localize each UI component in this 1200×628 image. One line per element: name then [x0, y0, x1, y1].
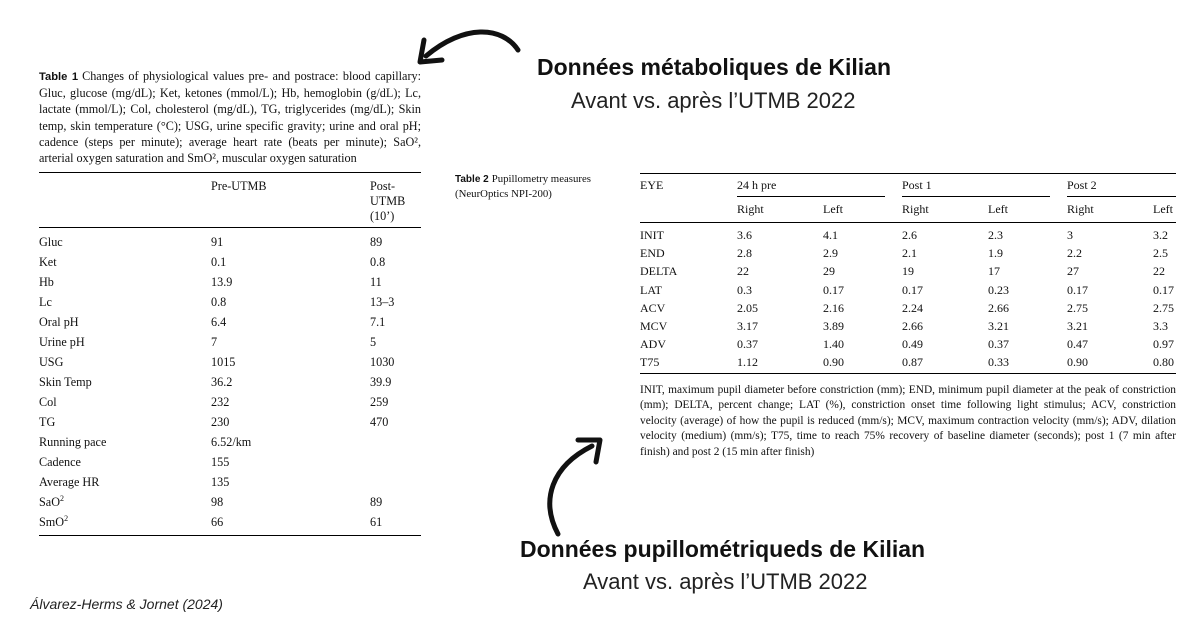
table-2-caption-text: Pupillometry measures (NeurOptics NPI-200) — [455, 173, 591, 200]
table-1-caption-label: Table 1 — [39, 71, 79, 83]
table-1-row — [39, 252, 421, 272]
table-1-col-pre: Pre-UTMB — [211, 179, 267, 194]
table-1-row-label: Urine pH — [39, 335, 85, 350]
table-1-row — [39, 352, 421, 372]
table-2-row-label: ADV — [640, 337, 666, 352]
table-1-cell-pre: 0.8 — [211, 295, 227, 310]
table-2-subheader: Right — [1067, 202, 1094, 216]
table-1-caption-text: Changes of physiological values pre- and postrace: blood capillary: Gluc, glucose (mg/dL); Ket, ketones (mmol/L); Hb, hemoglobin (g/dL); Lc, lactate (mmol/L); Col, cholesterol (mg/dL), TG, triglycerides (mg/dL); Skin temp, skin temperature (°C); USG, urine specific gravity; urine and oral pH; cadence (steps per minute); average heart rate (beats per minute); SaO², arterial oxygen saturation and SmO², muscular oxygen saturation — [39, 69, 422, 166]
table-1-cell-post: 89 — [370, 235, 383, 250]
table-2-group-header: 24 h pre — [737, 178, 777, 192]
table-2-cell: 0.17 — [823, 282, 844, 297]
table-2-cell: 2.05 — [737, 300, 758, 315]
table-1-cell-post: 259 — [370, 395, 389, 410]
table-1-row — [39, 332, 421, 352]
table-1-cell-post: 11 — [370, 275, 382, 290]
table-2-cell: 2.3 — [988, 228, 1003, 242]
table-1-row — [39, 292, 421, 312]
table-1-cell-pre: 36.2 — [211, 375, 233, 390]
annotation-metabolic-subtitle: Avant vs. après l’UTMB 2022 — [571, 88, 856, 113]
table-2-cell: 0.33 — [988, 355, 1009, 370]
table-2-cell: 2.6 — [902, 228, 917, 242]
table-2-cell: 0.97 — [1153, 337, 1174, 352]
table-2-header-rule — [640, 222, 1176, 223]
table-2-group-header: Post 2 — [1067, 178, 1097, 192]
citation: Álvarez-Herms & Jornet (2024) — [30, 596, 223, 612]
table-1-row — [39, 392, 421, 412]
table-2-cell: 0.80 — [1153, 355, 1174, 370]
table-2-top-rule — [640, 173, 1176, 174]
table-2-cell: 0.90 — [1067, 355, 1088, 370]
table-2-cell: 2.9 — [823, 246, 838, 261]
table-1-cell-pre: 13.9 — [211, 275, 233, 290]
table-2-cell: 3.89 — [823, 319, 844, 333]
table-1-cell-pre: 7 — [211, 335, 218, 350]
table-1-cell-post: 39.9 — [370, 375, 392, 390]
table-1-cell-pre: 230 — [211, 415, 230, 430]
table-2-subheader: Left — [823, 202, 843, 216]
table-1-cell-pre: 155 — [211, 455, 230, 470]
table-1-row-label: Gluc — [39, 235, 63, 250]
table-2-cell: 2.24 — [902, 300, 923, 315]
table-1-row-label: TG — [39, 415, 56, 430]
table-2-cell: 0.47 — [1067, 337, 1088, 352]
table-2-row-label: END — [640, 246, 665, 261]
table-1-row-label: Ket — [39, 255, 57, 270]
table-1-row — [39, 492, 421, 512]
table-2-cell: 2.2 — [1067, 246, 1082, 261]
table-1-cell-post: 5 — [370, 335, 377, 350]
table-1-row — [39, 412, 421, 432]
table-2-cell: 3.2 — [1153, 228, 1168, 242]
table-2-row-label: MCV — [640, 319, 668, 333]
table-1-row-label: SaO$^2$ — [39, 494, 64, 510]
table-1-row-label: Lc — [39, 295, 52, 310]
table-2-group-header: Post 1 — [902, 178, 932, 192]
table-1-row — [39, 372, 421, 392]
table-2-group-rule — [1067, 196, 1176, 197]
table-2-cell: 3.3 — [1153, 319, 1168, 333]
table-2-cell: 1.9 — [988, 246, 1003, 261]
table-1-cell-pre: 135 — [211, 475, 230, 490]
table-1-cell-post: 61 — [370, 515, 383, 530]
table-1-cell-post: 0.8 — [370, 255, 386, 270]
table-2-row-label: DELTA — [640, 264, 678, 279]
table-2-cell: 2.66 — [988, 300, 1009, 315]
table-2-subheader: Left — [988, 202, 1008, 216]
table-1-cell-pre: 98 — [211, 495, 224, 510]
table-1-cell-post: 470 — [370, 415, 389, 430]
table-1-row — [39, 512, 421, 532]
table-2-caption — [455, 172, 625, 201]
table-1-body — [39, 232, 421, 532]
table-2-cell: 3.6 — [737, 228, 752, 242]
table-2-subheader: Left — [1153, 202, 1173, 216]
table-2-cell: 3.21 — [1067, 319, 1088, 333]
table-1-cell-pre: 91 — [211, 235, 224, 250]
table-2-cell: 4.1 — [823, 228, 838, 242]
table-1-header-rule — [39, 227, 421, 228]
table-2-cell: 2.1 — [902, 246, 917, 261]
table-2-group-rule — [902, 196, 1050, 197]
table-1-row-label: Cadence — [39, 455, 81, 470]
table-2-cell: 0.37 — [988, 337, 1009, 352]
table-1-row-label: SmO$^2$ — [39, 514, 69, 530]
table-2-cell: 17 — [988, 264, 1000, 279]
table-2-cell: 2.75 — [1153, 300, 1174, 315]
table-2-cell: 22 — [1153, 264, 1165, 279]
table-2-col-eye: EYE — [640, 178, 664, 192]
table-2-cell: 3.17 — [737, 319, 758, 333]
table-1-row-label: Average HR — [39, 475, 100, 490]
table-2-row-label: INIT — [640, 228, 664, 242]
table-2-cell: 2.5 — [1153, 246, 1168, 261]
arrow-to-table-2-icon — [540, 430, 620, 540]
table-2-cell: 0.3 — [737, 282, 752, 297]
table-2-row-label: ACV — [640, 300, 666, 315]
table-1-cell-pre: 0.1 — [211, 255, 227, 270]
table-1-cell-post: 1030 — [370, 355, 395, 370]
table-2-cell: 3.21 — [988, 319, 1009, 333]
table-2-caption-label: Table 2 — [455, 174, 489, 185]
annotation-pupil-subtitle: Avant vs. après l’UTMB 2022 — [583, 569, 868, 594]
table-1-cell-pre: 232 — [211, 395, 230, 410]
table-1-cell-pre: 1015 — [211, 355, 236, 370]
table-1-row-label: Running pace — [39, 435, 107, 450]
table-1-row-label: Hb — [39, 275, 54, 290]
table-1-row — [39, 432, 421, 452]
table-2-cell: 1.12 — [737, 355, 758, 370]
table-2-cell: 2.66 — [902, 319, 923, 333]
table-2-cell: 2.16 — [823, 300, 844, 315]
table-1-row — [39, 472, 421, 492]
table-1-row — [39, 232, 421, 252]
table-2-cell: 0.23 — [988, 282, 1009, 297]
table-2-subheader: Right — [902, 202, 929, 216]
table-2-cell: 0.17 — [1067, 282, 1088, 297]
table-1-row-label: USG — [39, 355, 64, 370]
table-2-row-label: LAT — [640, 282, 662, 297]
table-2-cell: 22 — [737, 264, 749, 279]
table-2-cell: 19 — [902, 264, 914, 279]
table-2-subheader: Right — [737, 202, 764, 216]
table-1-col-post: Post-UTMB (10’) — [370, 179, 406, 224]
table-2-cell: 0.87 — [902, 355, 923, 370]
table-1-cell-pre: 6.4 — [211, 315, 227, 330]
table-2-cell: 2.75 — [1067, 300, 1088, 315]
table-1-cell-pre: 66 — [211, 515, 224, 530]
table-2-footnote: INIT, maximum pupil diameter before constriction (mm); END, minimum pupil diameter at the peak of constriction (mm); DELTA, percent change; LAT (%), constriction onset time following light stimulus; ACV, constriction velocity (average) of how the pupil is reduced (mm/s); MCV, maximum contraction velocity (mm/s); ADV, dilation velocity (medium) (mm/s); T75, time to reach 75% recovery of baseline diameter (seconds); post 1 (7 min after finish) and post 2 (15 min after finish) — [640, 384, 1176, 458]
table-2-cell: 0.37 — [737, 337, 758, 352]
table-1-row — [39, 272, 421, 292]
annotation-pupil-title: Données pupillométriqueds de Kilian — [520, 536, 926, 562]
table-2-cell: 3 — [1067, 228, 1073, 242]
arrow-to-table-1-icon — [410, 18, 530, 78]
table-1-row-label: Skin Temp — [39, 375, 92, 390]
table-1-header — [39, 173, 421, 227]
table-1-row — [39, 312, 421, 332]
table-2-cell: 27 — [1067, 264, 1079, 279]
table-1-row-label: Oral pH — [39, 315, 79, 330]
table-1-caption — [39, 68, 421, 166]
table-2-bottom-rule — [640, 373, 1176, 374]
table-2-cell: 2.8 — [737, 246, 752, 261]
table-2-cell: 0.17 — [902, 282, 923, 297]
annotation-metabolic-title: Données métaboliques de Kilian — [537, 54, 892, 80]
table-2-cell: 29 — [823, 264, 835, 279]
table-1-cell-post: 13–3 — [370, 295, 395, 310]
table-1-cell-pre: 6.52/km — [211, 435, 252, 450]
table-2-cell: 0.90 — [823, 355, 844, 370]
table-1-bottom-rule — [39, 535, 421, 536]
table-1-row-label: Col — [39, 395, 57, 410]
table-2-row-label: T75 — [640, 355, 660, 370]
table-1-cell-post: 7.1 — [370, 315, 386, 330]
table-1 — [39, 68, 421, 536]
table-1-cell-post: 89 — [370, 495, 383, 510]
table-1-row — [39, 452, 421, 472]
table-2-cell: 1.40 — [823, 337, 844, 352]
table-2-group-rule — [737, 196, 885, 197]
table-2-cell: 0.17 — [1153, 282, 1174, 297]
table-2-cell: 0.49 — [902, 337, 923, 352]
